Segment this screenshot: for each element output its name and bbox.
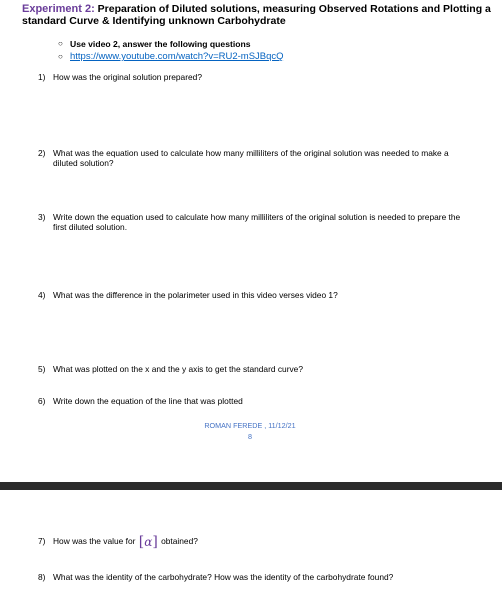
document-page-2 bbox=[0, 490, 502, 591]
instruction-list bbox=[58, 37, 284, 63]
question-number: 1) bbox=[38, 72, 46, 82]
alpha-char: α bbox=[144, 534, 153, 549]
question-number: 2) bbox=[38, 148, 46, 158]
experiment-label: Experiment 2: bbox=[22, 3, 95, 15]
question-text: How was the original solution prepared? bbox=[53, 72, 202, 82]
list-item bbox=[58, 50, 284, 63]
question-text: Write down the equation of the line that was plotted bbox=[53, 396, 243, 406]
instruction-text: Use video 2, answer the following questions bbox=[70, 38, 251, 49]
question-2 bbox=[38, 148, 468, 168]
page-footer bbox=[195, 420, 305, 442]
question-8 bbox=[38, 572, 468, 582]
question-7 bbox=[38, 533, 468, 550]
page-number: 8 bbox=[248, 432, 252, 441]
question-text: What was the identity of the carbohydrate? How was the identity of the carbohydrate found? bbox=[53, 572, 394, 582]
question-number: 8) bbox=[38, 572, 46, 582]
bullet-icon: ○ bbox=[58, 39, 63, 48]
question-text bbox=[53, 533, 468, 550]
question-text: What was the equation used to calculate how many milliliters of the original solution was needed to make a diluted solution? bbox=[53, 148, 449, 168]
question-text: What was the difference in the polarimeter used in this video verses video 1? bbox=[53, 290, 338, 300]
title-text: Preparation of Diluted solutions, measuring Observed Rotations and Plotting a standard Curve & Identifying unknown Carbohydrate bbox=[22, 3, 491, 27]
question-3 bbox=[38, 212, 468, 232]
question-6 bbox=[38, 396, 468, 406]
video-link[interactable]: https://www.youtube.com/watch?v=RU2-mSJBqcQ bbox=[70, 51, 284, 62]
alpha-symbol: [α] bbox=[138, 533, 158, 550]
question-number: 4) bbox=[38, 290, 46, 300]
footer-author: ROMAN FEREDE , 11/12/21 bbox=[204, 421, 296, 430]
question-5 bbox=[38, 364, 468, 374]
question-number: 7) bbox=[38, 536, 46, 547]
page-separator bbox=[0, 482, 502, 490]
question-4 bbox=[38, 290, 468, 300]
list-item bbox=[58, 37, 284, 50]
question-number: 6) bbox=[38, 396, 46, 406]
question-number: 5) bbox=[38, 364, 46, 374]
question-text: Write down the equation used to calculate how many milliliters of the original solution is needed to prepare the first diluted solution. bbox=[53, 212, 461, 232]
question-text-before: How was the value for bbox=[53, 536, 138, 546]
question-number: 3) bbox=[38, 212, 46, 222]
question-text: What was plotted on the x and the y axis to get the standard curve? bbox=[53, 364, 304, 374]
page-title bbox=[22, 3, 492, 27]
bullet-icon: ○ bbox=[58, 52, 63, 61]
question-1 bbox=[38, 72, 468, 82]
question-text-after: obtained? bbox=[158, 536, 198, 546]
